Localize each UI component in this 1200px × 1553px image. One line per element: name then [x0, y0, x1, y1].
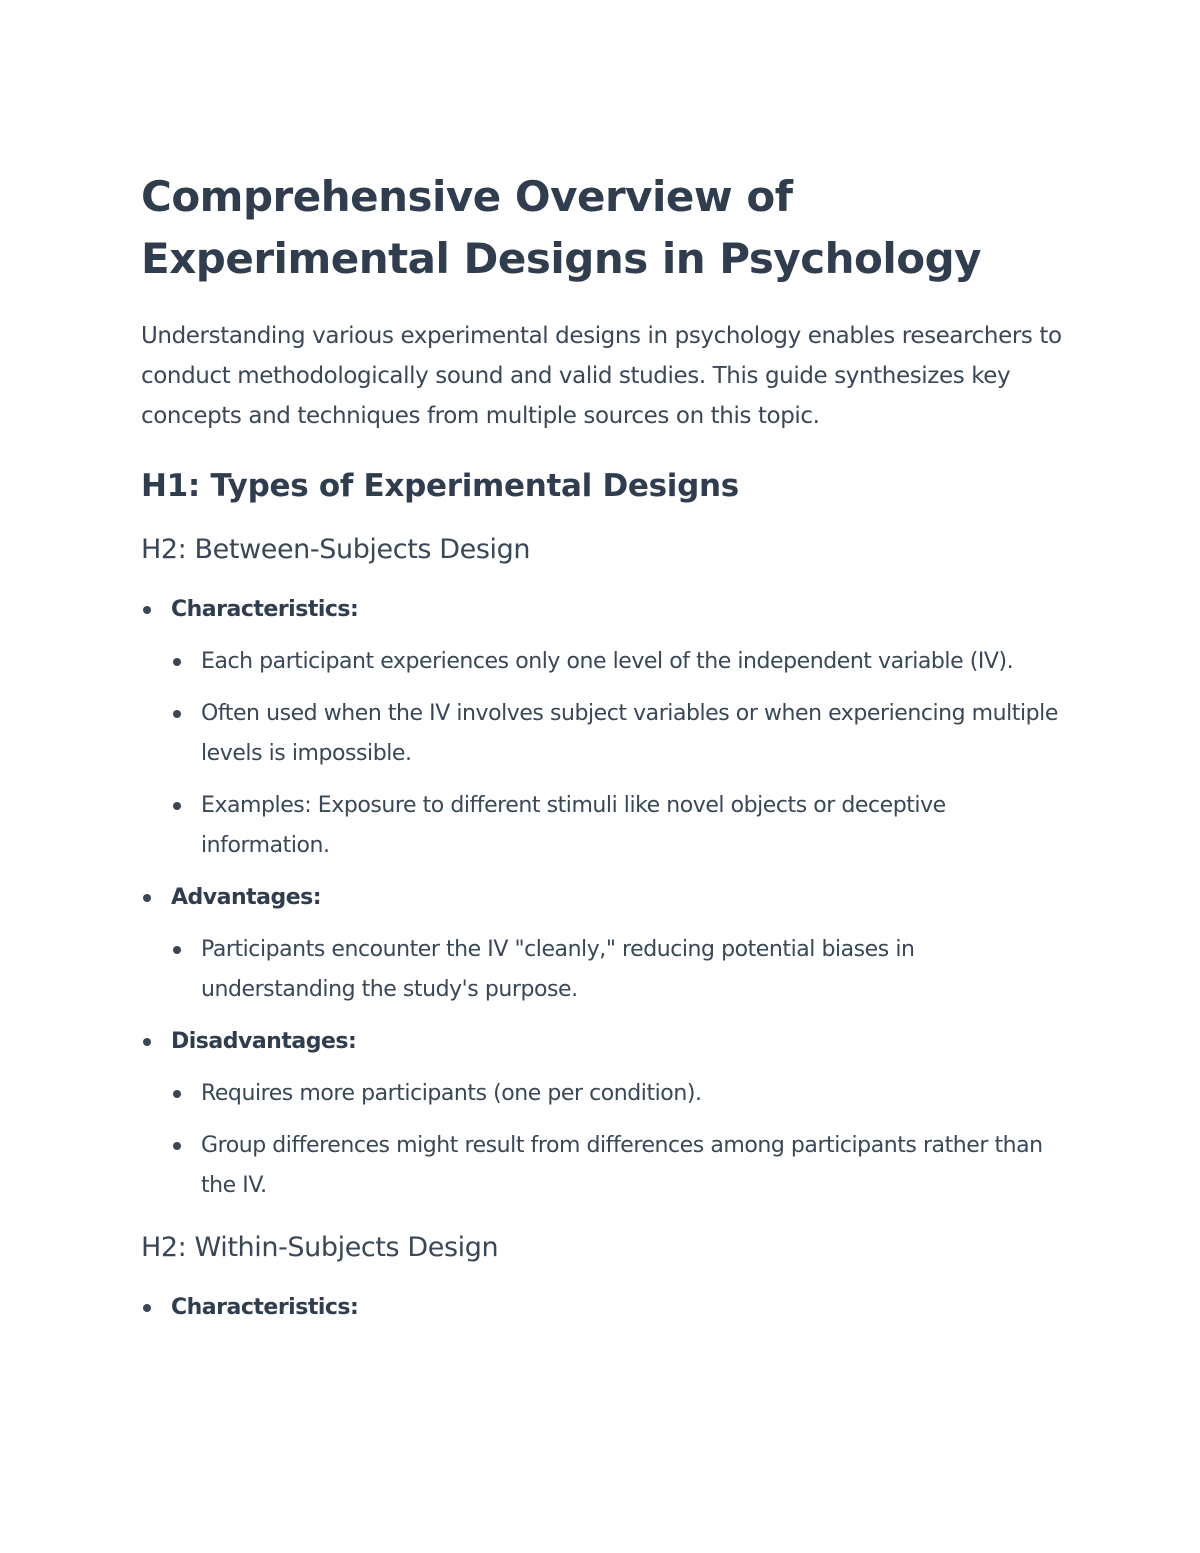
list-item-text: Each participant experiences only one level of the independent variable (IV).	[201, 649, 1014, 674]
disadvantages-sublist	[171, 1074, 1071, 1206]
bullet-icon	[173, 710, 181, 718]
section-heading-types: H1: Types of Experimental Designs	[141, 468, 739, 504]
list-item	[171, 786, 1071, 866]
within-subjects-list	[141, 1288, 1071, 1328]
document-title: Comprehensive Overview of Experimental Designs in Psychology	[141, 172, 982, 283]
list-label: Characteristics:	[171, 597, 359, 622]
document-page	[141, 166, 1071, 1340]
list-item	[171, 694, 1071, 774]
list-item	[171, 930, 1071, 1010]
bullet-icon	[173, 1142, 181, 1150]
bullet-icon	[173, 658, 181, 666]
between-subjects-list	[141, 590, 1071, 1206]
bullet-icon	[173, 1090, 181, 1098]
list-label: Characteristics:	[171, 1295, 359, 1320]
bullet-icon	[143, 894, 151, 902]
subsection-heading-between: H2: Between-Subjects Design	[141, 534, 531, 565]
bullet-icon	[173, 802, 181, 810]
list-item-advantages	[141, 878, 1071, 1010]
bullet-icon	[173, 946, 181, 954]
bullet-icon	[143, 1304, 151, 1312]
intro-paragraph: Understanding various experimental designs in psychology enables researchers to conduct methodologically sound and valid studies. This guide synthesizes key concepts and techniques from multiple sources on this topic.	[141, 323, 1062, 429]
list-item-text: Group differences might result from differences among participants rather than the IV.	[201, 1133, 1043, 1198]
list-label: Advantages:	[171, 885, 322, 910]
subsection-heading-within: H2: Within-Subjects Design	[141, 1232, 499, 1263]
list-item-text: Examples: Exposure to different stimuli like novel objects or deceptive information.	[201, 793, 946, 858]
list-item	[171, 642, 1071, 682]
bullet-icon	[143, 606, 151, 614]
list-item-text: Often used when the IV involves subject variables or when experiencing multiple levels is impossible.	[201, 701, 1058, 766]
list-item-characteristics	[141, 1288, 1071, 1328]
list-item-text: Requires more participants (one per condition).	[201, 1081, 702, 1106]
list-item-text: Participants encounter the IV "cleanly," reducing potential biases in understanding the study's purpose.	[201, 937, 915, 1002]
list-label: Disadvantages:	[171, 1029, 357, 1054]
bullet-icon	[143, 1038, 151, 1046]
list-item	[171, 1126, 1071, 1206]
list-item-characteristics	[141, 590, 1071, 866]
advantages-sublist	[171, 930, 1071, 1010]
list-item	[171, 1074, 1071, 1114]
list-item-disadvantages	[141, 1022, 1071, 1206]
characteristics-sublist	[171, 642, 1071, 866]
